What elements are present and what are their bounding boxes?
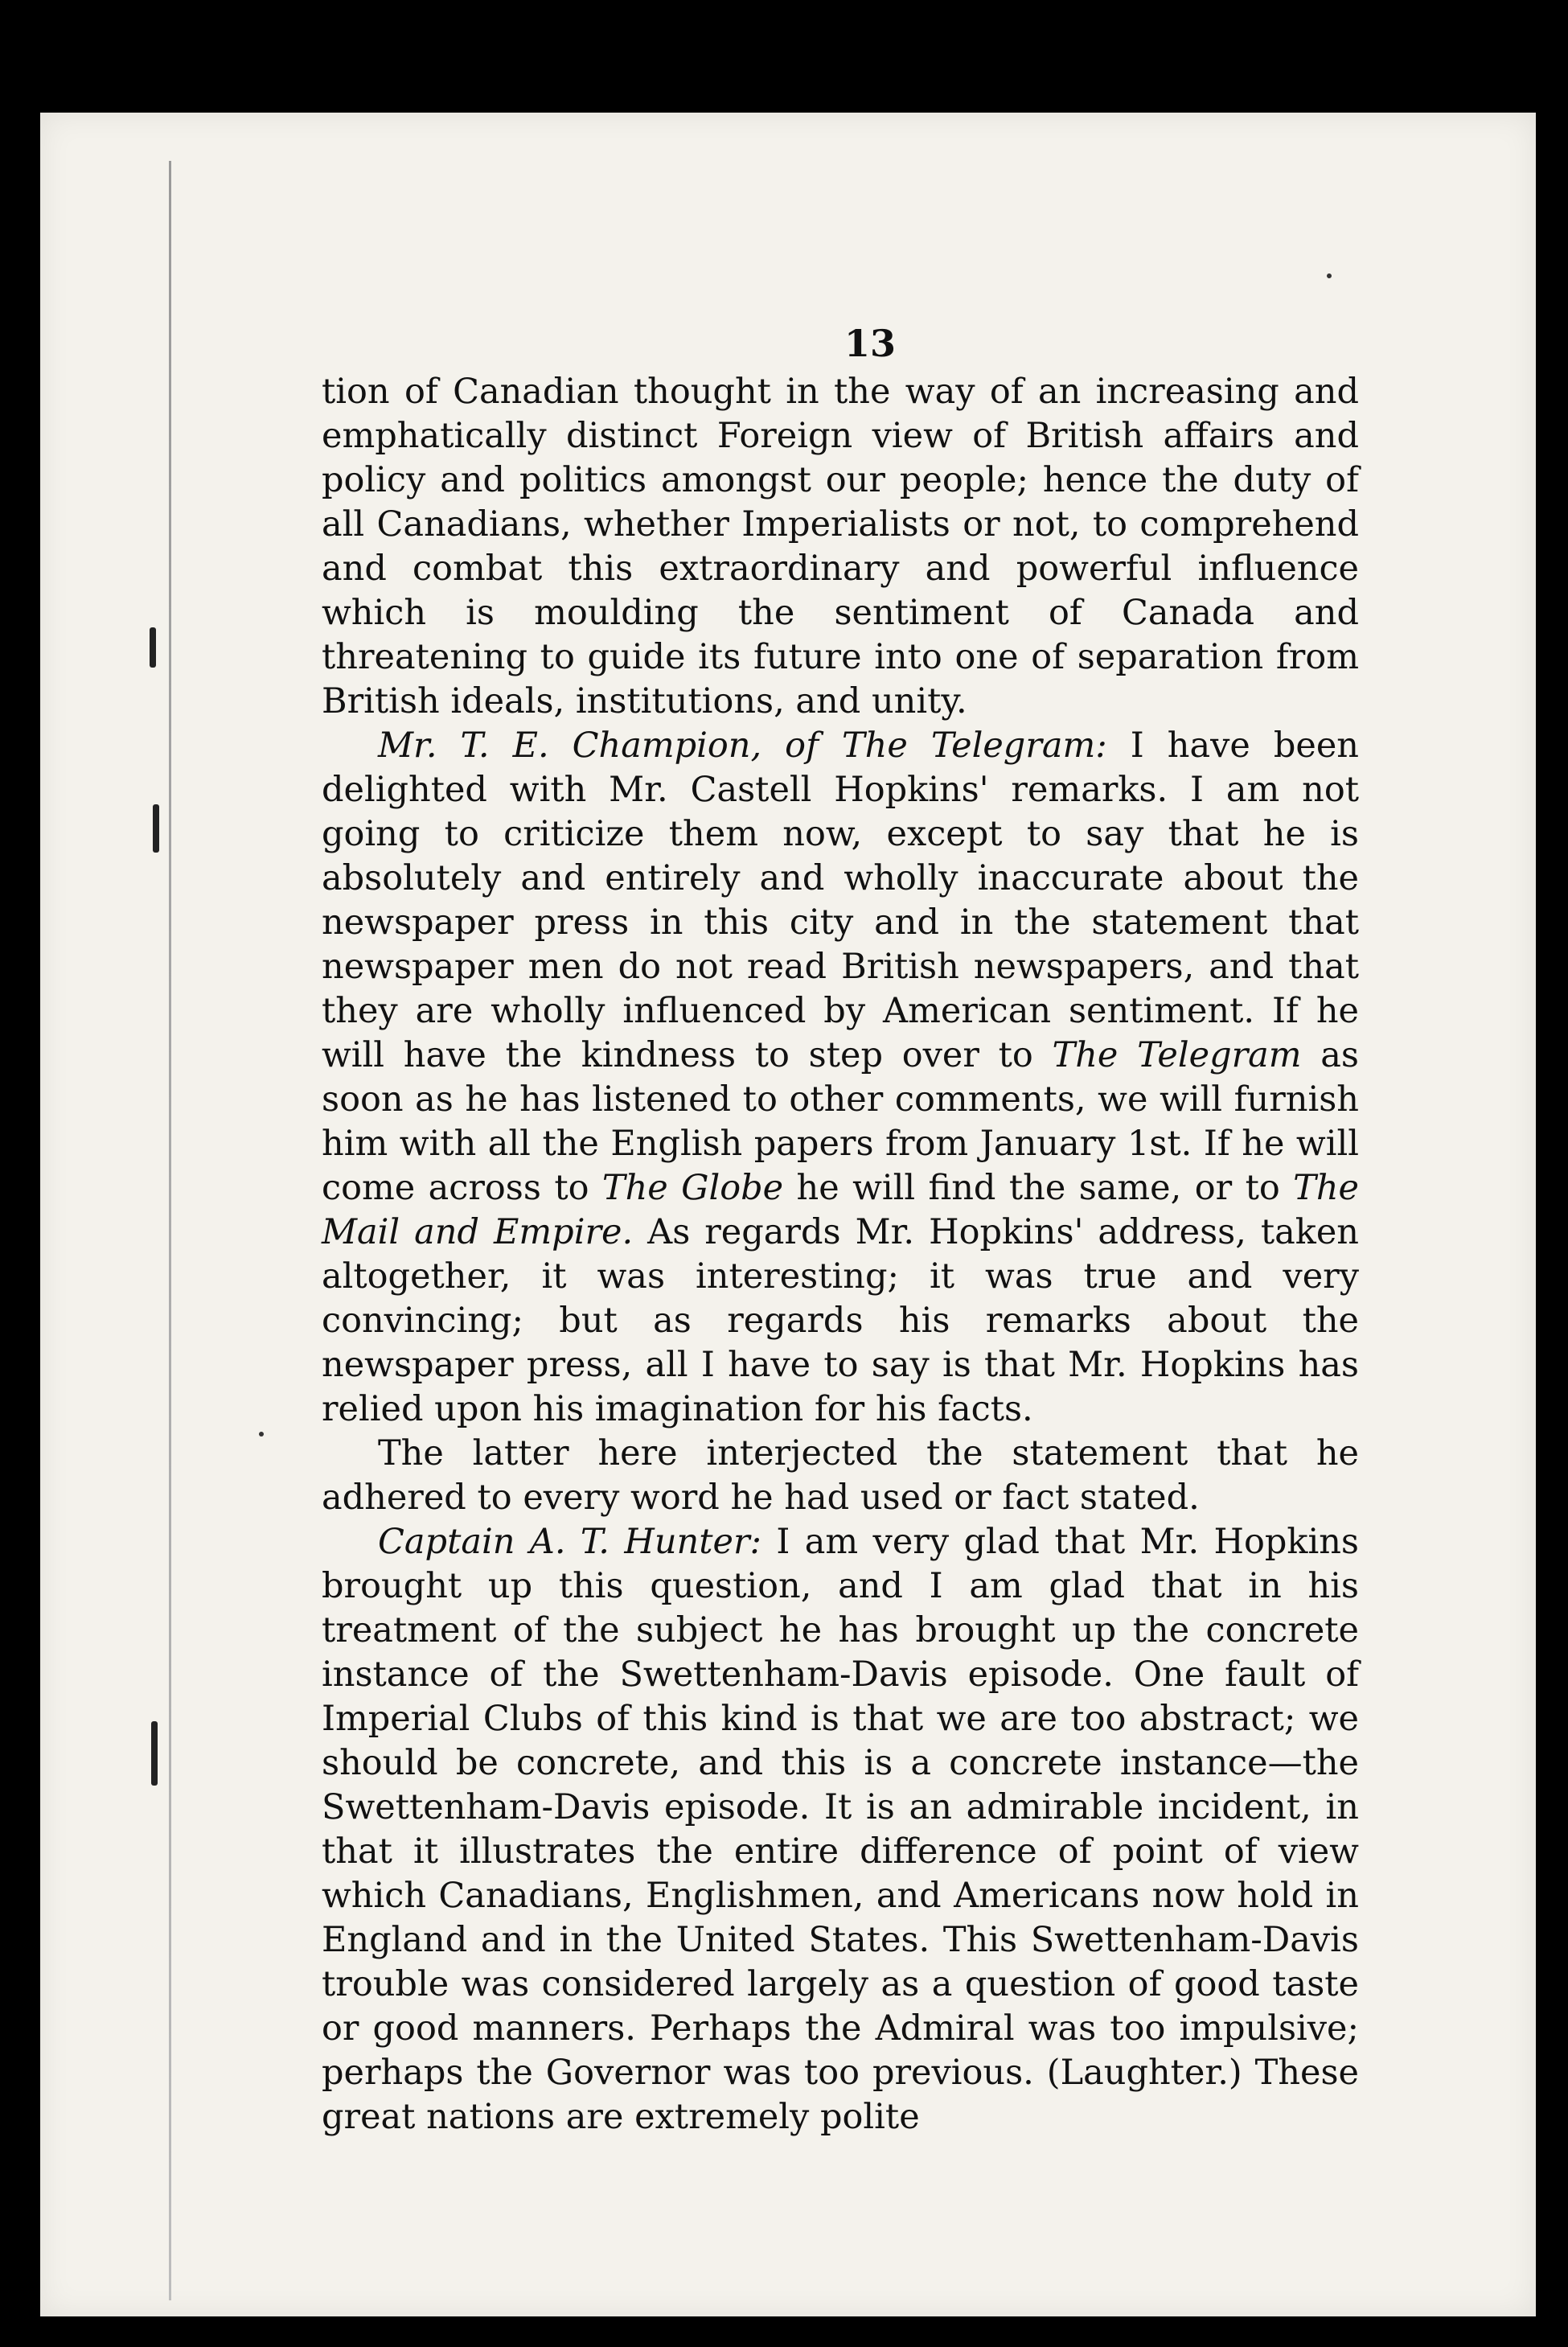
speck	[259, 1432, 264, 1437]
newspaper-title: The Globe	[601, 1168, 784, 1208]
newspaper-title: The Telegram	[1052, 1035, 1302, 1075]
paragraph: tion of Canadian thought in the way of an increasing and emphatically distinct Foreign view of British affairs and policy and politics amongst our people; hence the duty of all Canadians, whether Imperialists or not, to comprehend and combat this extraordinary and powerful influence which is moulding the sentiment of Canada and threatening to guide its future into one of separation from British ideals, institutions, and unity.	[322, 372, 1359, 721]
body-text	[322, 370, 1359, 2139]
paragraph: The latter here interjected the statement that he adhered to every word he had used or fact stated.	[322, 1433, 1359, 1518]
paragraph	[322, 1520, 1359, 2139]
paragraph-text: he will find the same, or to	[783, 1168, 1294, 1208]
speaker-name: Captain A. T. Hunter:	[378, 1522, 761, 1562]
page-number: 13	[844, 322, 897, 365]
margin-mark	[153, 804, 159, 853]
margin-mark	[150, 627, 156, 668]
paragraph	[322, 724, 1359, 1432]
speaker-name: Mr. T. E. Champion, of The Telegram:	[378, 725, 1107, 766]
paragraph-text: I have been delighted with Mr. Castell Hopkins' remarks. I am not going to criticize them now, except to say that he is absolutely and entirely and wholly inaccurate about the newspaper press in this city and in the statement that newspaper men do not read British newspapers, and that they are wholly influenced by American sentiment. If he will have the kindness to step over to	[322, 725, 1359, 1075]
paragraph-text: As regards Mr. Hopkins' address, taken altogether, it was interesting; it was true and very convincing; but as regards his remarks about the newspaper press, all I have to say is that Mr. Hopkins has relied upon his imagination for his facts.	[322, 1212, 1359, 1429]
speck	[1327, 273, 1332, 278]
binding-edge	[169, 161, 171, 2300]
paragraph-text: as soon as he has listened to other comments, we will furnish him with all the English papers from January 1st. If he will come across to	[322, 1035, 1359, 1208]
margin-mark	[151, 1721, 158, 1786]
newspaper-title: The Mail and Empire.	[322, 1168, 1359, 1252]
paragraph-text: I am very glad that Mr. Hopkins brought up this question, and I am glad that in his treatment of the subject he has brought up the concrete instance of the Swettenham-Davis episode. One fault of Imperial Clubs of this kind is that we are too abstract; we should be concrete, and this is a concrete instance—the Swettenham-Davis episode. It is an admirable incident, in that it illustrates the entire difference of point of view which Canadians, Englishmen, and Americans now hold in England and in the United States. This Swettenham-Davis trouble was considered largely as a question of good taste or good manners. Perhaps the Admiral was too impulsive; perhaps the Governor was too previous. (Laughter.) These great nations are extremely polite	[322, 1522, 1359, 2137]
